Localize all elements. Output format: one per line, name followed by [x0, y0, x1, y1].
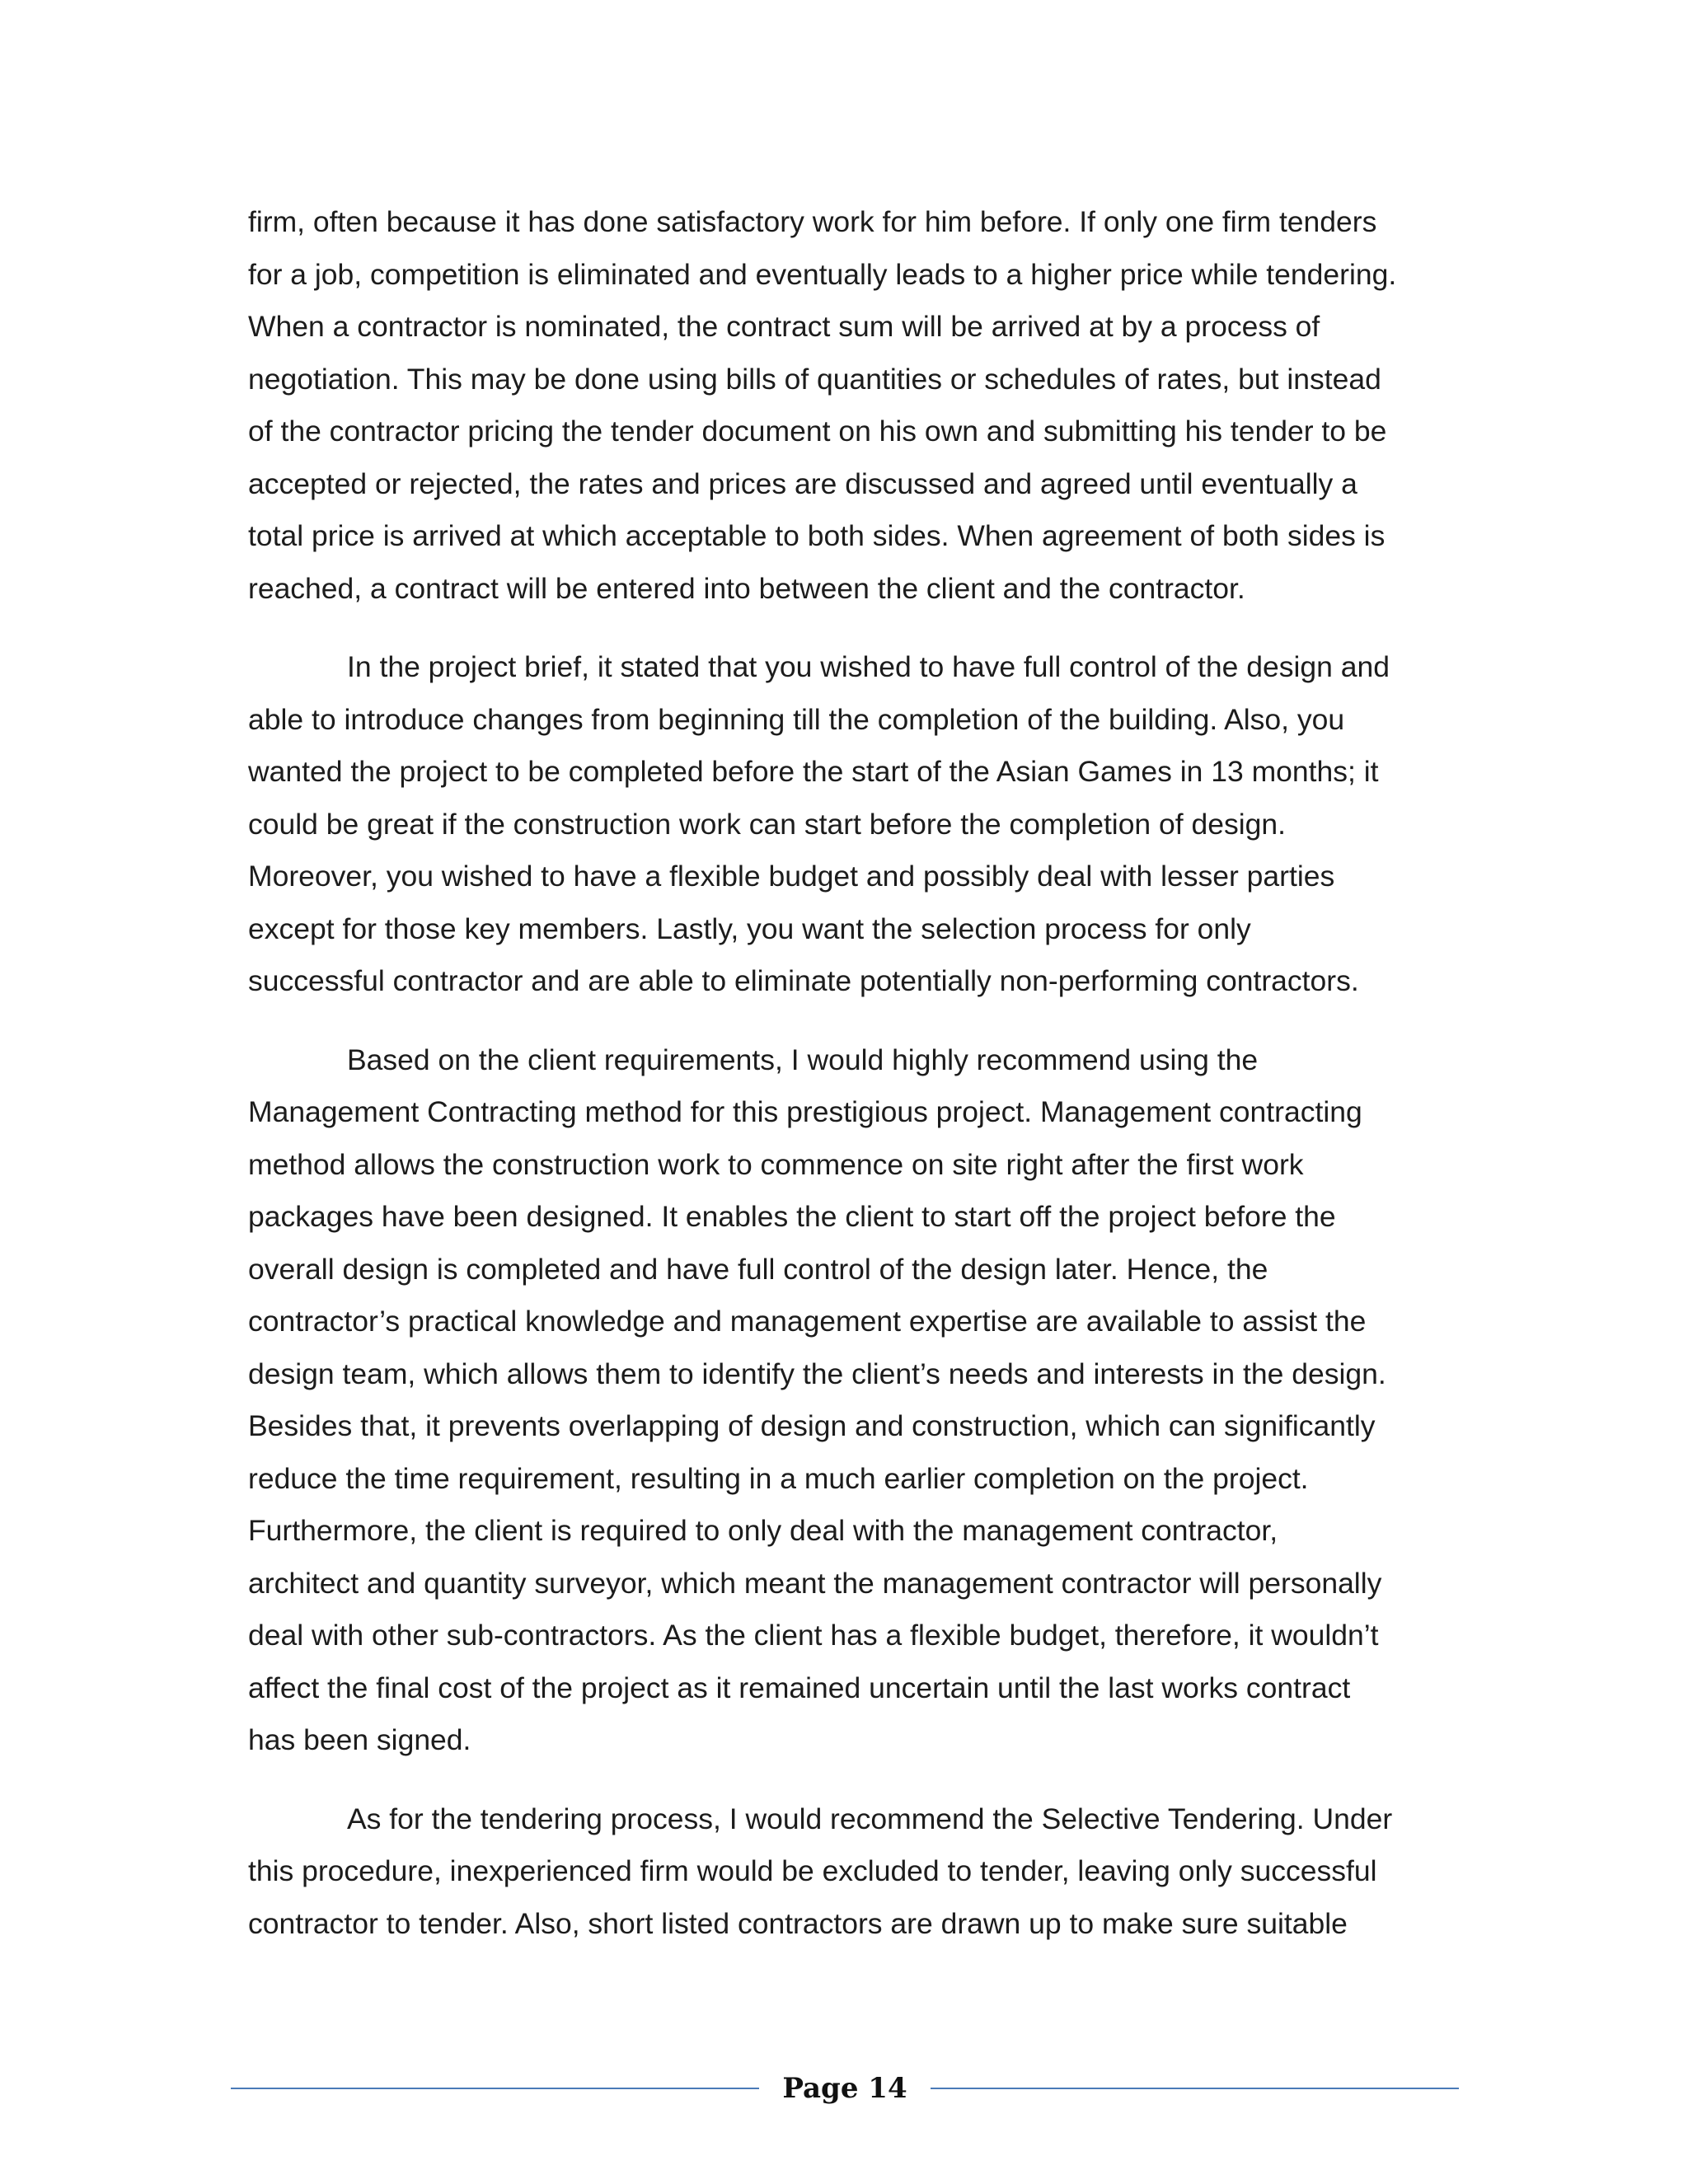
paragraph: [248, 1034, 1451, 1767]
line-text: When a contractor is nominated, the contract sum will be arrived at by a process of: [248, 310, 1320, 343]
line-text: has been signed.: [248, 1723, 471, 1756]
line-text: Moreover, you wished to have a flexible budget and possibly deal with lesser parties: [248, 860, 1335, 893]
line-text: affect the final cost of the project as it remained uncertain until the last works contract: [248, 1671, 1351, 1704]
text-line: [248, 1244, 1451, 1296]
page-footer: [231, 2067, 1459, 2110]
body-text: [248, 196, 1451, 1950]
text-line: [248, 354, 1451, 406]
text-line: [248, 563, 1451, 616]
paragraph: [248, 1793, 1451, 1951]
line-text: reached, a contract will be entered into between the client and the contractor.: [248, 571, 1245, 605]
text-line: [248, 1400, 1451, 1453]
line-text: Besides that, it prevents overlapping of design and construction, which can significantly: [248, 1409, 1376, 1442]
text-line: [248, 405, 1451, 458]
text-line: [248, 903, 1451, 956]
line-text: firm, often because it has done satisfactory work for him before. If only one firm tenders: [248, 205, 1377, 238]
page-number: Page 14: [782, 2072, 907, 2105]
text-line: [248, 1558, 1451, 1610]
text-line: [248, 1610, 1451, 1662]
line-text: contractor’s practical knowledge and management expertise are available to assist the: [248, 1305, 1367, 1338]
line-text: Based on the client requirements, I would highly recommend using the: [347, 1043, 1259, 1076]
line-text: method allows the construction work to commence on site right after the first work: [248, 1147, 1304, 1181]
text-line: [248, 955, 1451, 1008]
line-text: successful contractor and are able to eliminate potentially non-performing contractors.: [248, 964, 1359, 997]
text-line: [248, 1505, 1451, 1558]
text-line: [248, 1898, 1451, 1951]
text-line: [248, 746, 1451, 799]
footer-rule-right: [931, 2088, 1459, 2089]
text-line: [248, 1348, 1451, 1401]
line-text: total price is arrived at which acceptable to both sides. When agreement of both sides is: [248, 519, 1386, 552]
line-text: able to introduce changes from beginning till the completion of the building. Also, you: [248, 702, 1345, 736]
line-text: design team, which allows them to identify the client’s needs and interests in the design.: [248, 1357, 1386, 1390]
text-line: [248, 1139, 1451, 1192]
text-line: [248, 1845, 1451, 1898]
text-line: [248, 1191, 1451, 1244]
text-line: [248, 694, 1451, 747]
line-text: wanted the project to be completed before the start of the Asian Games in 13 months; it: [248, 755, 1379, 788]
line-text: for a job, competition is eliminated and eventually leads to a higher price while tendering.: [248, 257, 1397, 291]
text-line: [248, 641, 1451, 694]
text-line: [248, 196, 1451, 249]
line-text: deal with other sub-contractors. As the client has a flexible budget, therefore, it wouldn’t: [248, 1619, 1379, 1652]
text-line: [248, 1793, 1451, 1846]
line-text: reduce the time requirement, resulting in a much earlier completion on the project.: [248, 1461, 1309, 1495]
line-text: architect and quantity surveyor, which meant the management contractor will personally: [248, 1566, 1382, 1600]
text-line: [248, 1453, 1451, 1506]
text-line: [248, 1714, 1451, 1767]
line-text: In the project brief, it stated that you wished to have full control of the design and: [347, 650, 1390, 683]
text-line: [248, 1034, 1451, 1087]
line-text: Furthermore, the client is required to only deal with the management contractor,: [248, 1514, 1278, 1547]
paragraph: [248, 196, 1451, 615]
line-text: negotiation. This may be done using bills of quantities or schedules of rates, but instead: [248, 362, 1381, 396]
line-text: except for those key members. Lastly, you want the selection process for only: [248, 912, 1251, 945]
text-line: [248, 301, 1451, 354]
line-text: overall design is completed and have full control of the design later. Hence, the: [248, 1252, 1268, 1286]
line-text: Management Contracting method for this prestigious project. Management contracting: [248, 1095, 1362, 1128]
text-line: [248, 799, 1451, 851]
line-text: this procedure, inexperienced firm would be excluded to tender, leaving only successful: [248, 1854, 1377, 1887]
text-line: [248, 851, 1451, 903]
line-text: accepted or rejected, the rates and prices are discussed and agreed until eventually a: [248, 466, 1357, 500]
text-line: [248, 1296, 1451, 1348]
paragraph: [248, 641, 1451, 1008]
text-line: [248, 249, 1451, 302]
text-line: [248, 1662, 1451, 1715]
text-line: [248, 458, 1451, 511]
text-line: [248, 1086, 1451, 1139]
line-text: could be great if the construction work can start before the completion of design.: [248, 807, 1286, 841]
line-text: of the contractor pricing the tender document on his own and submitting his tender to be: [248, 415, 1387, 448]
line-text: packages have been designed. It enables the client to start off the project before the: [248, 1200, 1336, 1233]
line-text: As for the tendering process, I would recommend the Selective Tendering. Under: [347, 1802, 1393, 1835]
line-text: contractor to tender. Also, short listed contractors are drawn up to make sure suitable: [248, 1906, 1348, 1940]
footer-rule-left: [231, 2088, 759, 2089]
text-line: [248, 510, 1451, 563]
